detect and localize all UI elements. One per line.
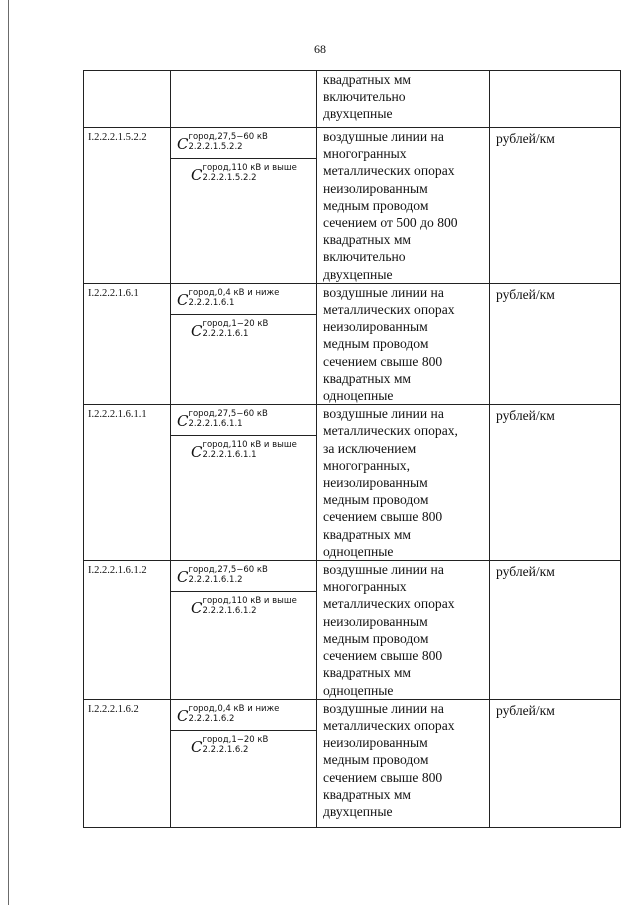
rate-symbol-superscript: город,0,4 кВ и ниже [188, 703, 280, 714]
rate-symbol-letter: C [191, 599, 203, 618]
rate-symbol-scripts [188, 565, 267, 585]
description-line: металлических опорах [323, 717, 455, 733]
description-line: медным проводом [323, 752, 429, 768]
row-description [317, 699, 490, 827]
rate-formula [177, 288, 279, 308]
rate-symbol-letter: C [191, 166, 203, 184]
rate-symbol-subscript: 2.2.2.1.6.1 [188, 297, 235, 308]
row-symbols [171, 128, 317, 284]
row-code: I.2.2.2.1.6.1.2 [84, 561, 171, 700]
description-line: включительно [323, 249, 406, 265]
rate-symbol-scripts [202, 735, 268, 755]
rate-symbol [171, 435, 316, 466]
rate-symbol-letter: C [177, 135, 189, 153]
rate-symbol-subscript: 2.2.2.1.6.1.2 [188, 575, 243, 586]
description-line: квадратных мм [323, 72, 412, 87]
description-line: одноцепные [323, 682, 394, 698]
row-unit: рублей/км [490, 128, 621, 284]
row-code: I.2.2.2.1.5.2.2 [84, 128, 171, 284]
description-line: металлических опорах, [323, 423, 458, 439]
description-line: неизолированным [323, 180, 428, 196]
description-line: неизолированным [323, 613, 428, 629]
row-code [84, 71, 171, 128]
row-code: I.2.2.2.1.6.2 [84, 699, 171, 827]
rate-symbol-scripts [188, 409, 267, 429]
row-code: I.2.2.2.1.6.1.1 [84, 405, 171, 561]
rate-formula [191, 319, 268, 339]
row-code: I.2.2.2.1.6.1 [84, 283, 171, 404]
rate-symbol-letter: C [177, 706, 189, 725]
description-line: металлических опорах [323, 302, 455, 318]
rate-symbol-superscript: город,0,4 кВ и ниже [188, 287, 280, 298]
row-unit: рублей/км [490, 699, 621, 827]
description-line: включительно [323, 89, 406, 105]
row-description [317, 128, 490, 284]
rate-formula [191, 735, 268, 755]
rate-symbol [171, 405, 316, 435]
description-line: неизолированным [323, 319, 428, 335]
rate-formula [177, 704, 279, 724]
rate-formula [191, 440, 297, 460]
table-row [84, 283, 621, 404]
table-row [84, 71, 621, 128]
description-line: многогранных [323, 146, 407, 162]
rate-symbol [171, 158, 316, 189]
rate-formula [177, 565, 268, 585]
rate-symbol-letter: C [191, 443, 203, 462]
rate-symbol-superscript: город,27,5−60 кВ [188, 132, 268, 142]
rate-symbol-superscript: город,27,5−60 кВ [188, 409, 268, 420]
description-line: воздушные линии на [323, 700, 444, 716]
row-description [317, 71, 490, 128]
description-line: за исключением [323, 440, 417, 456]
description-line: квадратных мм [323, 370, 412, 386]
rate-symbol-subscript: 2.2.2.1.6.1 [202, 328, 249, 339]
description-line: воздушные линии на [323, 284, 444, 300]
rate-symbol-scripts [202, 319, 268, 339]
rate-symbol-letter: C [191, 321, 203, 340]
description-line: сечением свыше 800 [323, 353, 443, 369]
description-line: медным проводом [323, 492, 429, 508]
description-line: квадратных мм [323, 786, 412, 802]
row-symbols [171, 71, 317, 128]
description-line: двухцепные [323, 106, 393, 122]
rate-formula [191, 163, 297, 183]
table-row [84, 405, 621, 561]
row-unit: рублей/км [490, 405, 621, 561]
description-line: многогранных, [323, 457, 410, 473]
row-symbols [171, 561, 317, 700]
rate-formula [177, 409, 268, 429]
rate-symbol-subscript: 2.2.2.1.6.2 [188, 713, 235, 724]
rate-symbol-scripts [202, 440, 296, 460]
rates-table-body [84, 71, 621, 828]
description-line: воздушные линии на [323, 129, 444, 144]
rate-symbol [171, 730, 316, 761]
rate-symbol-scripts [188, 288, 279, 308]
description-line: одноцепные [323, 388, 394, 404]
description-line: квадратных мм [323, 665, 412, 681]
rate-symbol-subscript: 2.2.2.1.6.1.2 [202, 606, 257, 617]
rate-symbol-letter: C [177, 568, 189, 587]
page-number: 68 [314, 42, 326, 56]
description-line: воздушные линии на [323, 562, 444, 578]
rate-symbol-subscript: 2.2.2.1.5.2.2 [202, 173, 257, 183]
rate-formula [177, 132, 268, 152]
row-description [317, 561, 490, 700]
rate-symbol-superscript: город,1−20 кВ [202, 318, 269, 329]
row-description [317, 405, 490, 561]
rate-symbol-superscript: город,1−20 кВ [202, 734, 269, 745]
page-edge-line [8, 0, 9, 905]
description-line: сечением свыше 800 [323, 509, 443, 525]
description-line: одноцепные [323, 543, 394, 559]
description-line: медным проводом [323, 630, 429, 646]
row-unit [490, 71, 621, 128]
table-row [84, 699, 621, 827]
rate-symbol-superscript: город,110 кВ и выше [202, 596, 297, 607]
description-line: сечением от 500 до 800 [323, 215, 458, 231]
rate-symbol-subscript: 2.2.2.1.6.1.1 [188, 419, 243, 430]
description-line: квадратных мм [323, 526, 412, 542]
rates-table [83, 70, 621, 828]
rate-symbol-scripts [202, 163, 296, 183]
rate-symbol-superscript: город,27,5−60 кВ [188, 565, 268, 576]
rate-symbol-letter: C [177, 290, 189, 309]
description-line: двухцепные [323, 266, 393, 282]
description-line: квадратных мм [323, 232, 412, 248]
rate-symbol [171, 591, 316, 622]
rate-symbol-scripts [188, 132, 267, 152]
row-unit: рублей/км [490, 283, 621, 404]
row-unit: рублей/км [490, 561, 621, 700]
rate-symbol-superscript: город,110 кВ и выше [202, 440, 297, 451]
description-line: металлических опорах [323, 163, 455, 179]
rate-symbol-subscript: 2.2.2.1.5.2.2 [188, 142, 243, 152]
table-row [84, 128, 621, 284]
description-line: двухцепные [323, 803, 393, 819]
description-line: воздушные линии на [323, 406, 444, 422]
rate-symbol [171, 314, 316, 345]
row-description [317, 283, 490, 404]
description-line: металлических опорах [323, 596, 455, 612]
rate-symbol [171, 284, 316, 314]
description-line: неизолированным [323, 475, 428, 491]
rate-symbol [171, 561, 316, 591]
rate-symbol-letter: C [177, 412, 189, 431]
description-line: многогранных [323, 579, 407, 595]
rate-symbol-subscript: 2.2.2.1.6.2 [202, 744, 249, 755]
row-symbols [171, 283, 317, 404]
table-row [84, 561, 621, 700]
rate-symbol-superscript: город,110 кВ и выше [202, 163, 297, 173]
rate-symbol-scripts [188, 704, 279, 724]
row-symbols [171, 699, 317, 827]
description-line: медным проводом [323, 197, 429, 213]
description-line: сечением свыше 800 [323, 648, 443, 664]
description-line: неизолированным [323, 735, 428, 751]
rate-symbol [171, 700, 316, 730]
rate-formula [191, 596, 297, 616]
description-line: сечением свыше 800 [323, 769, 443, 785]
rate-symbol [171, 128, 316, 158]
description-line: медным проводом [323, 336, 429, 352]
rate-symbol-subscript: 2.2.2.1.6.1.1 [202, 450, 257, 461]
row-symbols [171, 405, 317, 561]
rate-symbol-letter: C [191, 737, 203, 756]
rate-symbol-scripts [202, 596, 296, 616]
